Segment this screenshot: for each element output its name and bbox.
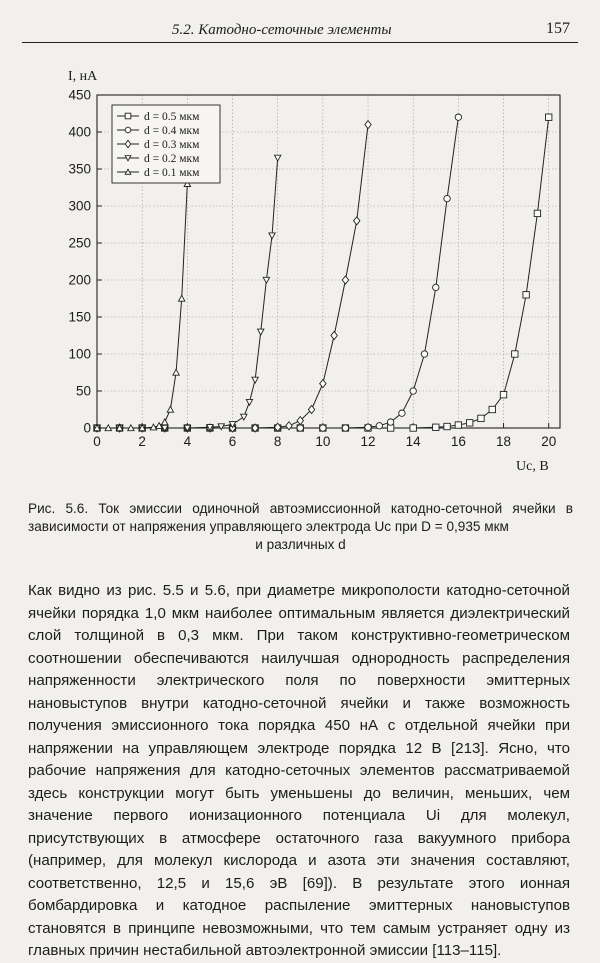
data-point-1 [297,425,303,431]
data-point-0 [444,423,450,429]
page-number: 157 [546,20,570,37]
y-tick-label: 350 [68,161,91,177]
data-point-4 [173,369,179,375]
data-point-1 [455,114,461,120]
x-tick-label: 2 [138,434,146,449]
data-point-2 [365,121,371,129]
data-point-3 [274,155,280,161]
x-tick-label: 20 [541,434,557,449]
data-point-1 [410,388,416,394]
data-point-1 [320,425,326,431]
data-point-3 [269,233,275,239]
y-tick-label: 150 [68,309,91,325]
data-point-1 [444,195,450,201]
figure-caption [28,500,573,554]
data-point-0 [500,392,506,398]
data-point-0 [489,406,495,412]
data-point-4 [178,295,184,301]
y-axis-label: I, нА [68,69,98,84]
x-tick-label: 8 [273,434,282,449]
y-tick-label: 0 [83,420,91,436]
y-tick-label: 50 [75,383,91,399]
legend-label: d = 0.1 мкм [144,167,200,179]
data-point-0 [433,424,439,430]
y-tick-label: 400 [68,124,91,140]
data-point-1 [421,351,427,357]
x-tick-label: 16 [450,434,466,449]
data-point-0 [387,425,393,431]
data-point-0 [546,114,552,120]
x-tick-label: 12 [360,434,376,449]
data-point-1 [342,425,348,431]
x-tick-label: 10 [315,434,331,449]
legend-label: d = 0.2 мкм [144,153,200,165]
data-point-1 [387,419,393,425]
data-point-4 [162,419,168,425]
caption-tail: и различных d [255,537,346,552]
legend-marker [125,113,131,119]
x-tick-label: 0 [93,434,101,449]
x-axis-label: Uс, В [516,459,549,474]
data-point-2 [286,422,292,430]
data-point-2 [342,276,348,284]
legend-label: d = 0.5 мкм [144,111,200,123]
x-tick-label: 6 [228,434,237,449]
data-point-0 [455,422,461,428]
y-tick-label: 250 [68,235,91,251]
data-point-0 [466,420,472,426]
legend-marker [125,127,131,133]
data-point-3 [246,399,252,405]
data-point-4 [167,406,173,412]
legend-label: d = 0.4 мкм [144,125,200,137]
data-point-0 [410,425,416,431]
data-point-3 [258,329,264,335]
y-tick-label: 200 [68,272,91,288]
series-line-3 [97,158,278,428]
data-point-0 [534,210,540,216]
emission-current-chart [0,50,600,490]
data-point-2 [354,217,360,225]
x-tick-label: 4 [183,434,192,449]
data-point-0 [478,415,484,421]
data-point-1 [433,284,439,290]
data-point-2 [320,380,326,388]
data-point-0 [523,292,529,298]
running-head: 5.2. Катодно-сеточные элементы [172,22,392,38]
data-point-2 [331,332,337,340]
data-point-3 [241,414,247,420]
x-tick-label: 14 [405,434,421,449]
data-point-0 [512,351,518,357]
y-tick-label: 450 [68,87,91,103]
data-point-1 [376,423,382,429]
data-point-1 [399,410,405,416]
legend-label: d = 0.3 мкм [144,139,200,151]
data-point-1 [365,424,371,430]
body-paragraph: Как видно из рис. 5.5 и 5.6, при диаметре микрополости катодно-сеточной ячейки порядка 1,0 мкм наиболее оптимальным является диэлектрический слой толщиной в 0,3 мкм. При таком конструктивно-геометрическом соотношении обеспечиваются наилучшая однородность распределения напряженности электрического поля по поверхности эмиттерных нановыступов внутри катодно-сеточной ячейки и также возможность получения эмиссионного тока порядка 450 нА с отдельной ячейки при напряжении на управляющем электроде порядка 12 В [213]. Ясно, что рабочие напряжения для катодно-сеточных элементов рассматриваемой здесь конструкции могут быть уменьшены до величин, меньших, чем значение первого ионизационного потенциала Ui для молекул, присутствующих в атмосфере остаточного газа вакуумного прибора (например, для молекул кислорода и азота эти значения составляют, соответственно, 12,5 и 15,6 эВ [69]). В результате этого ионная бомбардировка и катодное распыление эмиттерных нановыступов становятся в принципе невозможными, что тем самым устраняет одну из главных причин нестабильной автоэлектронной эмиссии [113–115]. [28,582,570,959]
page-header [22,18,578,43]
caption-main: Рис. 5.6. Ток эмиссии одиночной автоэмиссионной катодно-сеточной ячейки в зависимости от напряжения управляющего электрода Uс при D = 0,935 мкм [28,501,573,534]
body-text [28,580,570,963]
y-tick-label: 100 [68,346,91,362]
data-point-3 [252,377,258,383]
y-tick-label: 300 [68,198,91,214]
x-tick-label: 18 [496,434,512,449]
